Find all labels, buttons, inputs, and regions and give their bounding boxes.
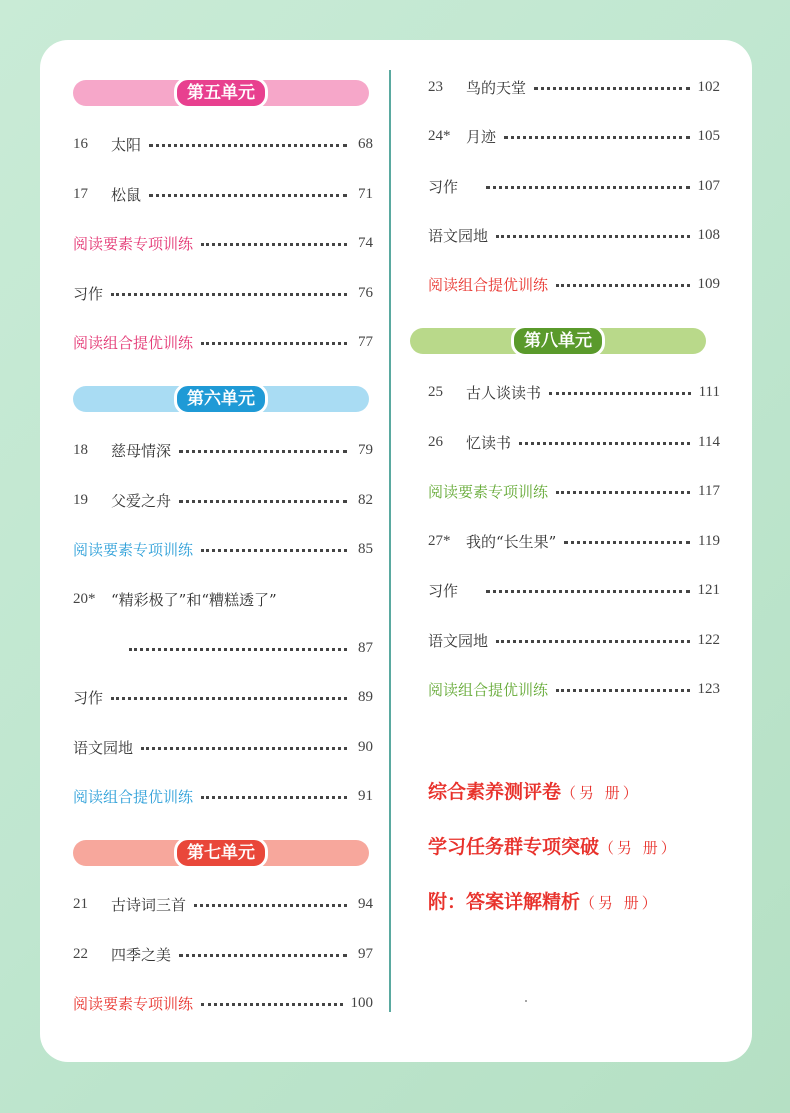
leader-dots	[556, 491, 690, 494]
entry-number: 18	[73, 441, 88, 458]
leader-dots	[519, 442, 690, 445]
entry-page: 68	[358, 135, 373, 152]
entry-page: 122	[697, 631, 720, 648]
entry-number: 20*	[73, 590, 96, 607]
toc-entry[interactable]	[73, 892, 373, 916]
entry-title: 忆读书	[466, 433, 512, 452]
entry-title: 慈母情深	[111, 441, 172, 460]
entry-page: 105	[697, 127, 720, 144]
column-divider	[389, 70, 391, 1012]
entry-title: 习作	[428, 177, 459, 196]
entry-title: 阅读组合提优训练	[73, 787, 194, 806]
toc-entry[interactable]	[73, 330, 373, 354]
toc-entry[interactable]	[428, 479, 720, 503]
entry-title: 四季之美	[111, 945, 172, 964]
toc-entry[interactable]	[428, 174, 720, 198]
unit-7-header	[73, 840, 369, 866]
leader-dots	[201, 796, 347, 799]
toc-entry[interactable]	[73, 942, 373, 966]
entry-page: 85	[358, 540, 373, 557]
leader-dots	[504, 136, 689, 139]
toc-entry[interactable]	[73, 438, 373, 462]
leader-dots	[201, 1003, 342, 1006]
entry-number: 19	[73, 491, 88, 508]
leader-dots	[149, 144, 347, 147]
entry-page: 100	[350, 994, 373, 1011]
entry-title: 阅读要素专项训练	[73, 540, 194, 559]
entry-title: 习作	[73, 284, 104, 303]
entry-title: 太阳	[111, 135, 142, 154]
entry-page: 79	[358, 441, 373, 458]
entry-number: 21	[73, 895, 88, 912]
leader-dots	[111, 697, 347, 700]
entry-title: 阅读要素专项训练	[428, 482, 549, 501]
entry-page: 87	[358, 639, 373, 656]
extra-note: （另 册）	[599, 839, 679, 857]
entry-number: 23	[428, 78, 443, 95]
toc-entry[interactable]	[428, 578, 720, 602]
toc-entry[interactable]	[73, 231, 373, 255]
leader-dots	[486, 590, 689, 593]
leader-dots	[496, 235, 689, 238]
entry-page: 76	[358, 284, 373, 301]
leader-dots	[149, 194, 347, 197]
leader-dots	[179, 954, 347, 957]
leader-dots	[496, 640, 689, 643]
entry-title: 语文园地	[428, 226, 489, 245]
entry-page: 71	[358, 185, 373, 202]
extra-title: 综合素养测评卷	[428, 781, 562, 803]
entry-number: 27*	[428, 532, 451, 549]
speck	[525, 1000, 527, 1002]
leader-dots	[129, 648, 347, 651]
leader-dots	[564, 541, 690, 544]
entry-page: 77	[358, 333, 373, 350]
entry-page: 102	[697, 78, 720, 95]
unit-8-label: 第八单元	[511, 325, 605, 357]
extra-booklet-1[interactable]	[428, 777, 641, 804]
unit-5-label: 第五单元	[174, 77, 268, 109]
entry-title: 我的“长生果”	[466, 532, 557, 551]
toc-entry[interactable]	[73, 281, 373, 305]
toc-entry[interactable]	[73, 537, 373, 561]
entry-title: 古诗词三首	[111, 895, 187, 914]
leader-dots	[556, 284, 689, 287]
entry-page: 107	[697, 177, 720, 194]
leader-dots	[194, 904, 347, 907]
entry-title: 父爱之舟	[111, 491, 172, 510]
entry-page: 114	[698, 433, 720, 450]
entry-page: 74	[358, 234, 373, 251]
leader-dots	[111, 293, 347, 296]
leader-dots	[486, 186, 689, 189]
entry-title: 语文园地	[73, 738, 134, 757]
entry-title: 阅读组合提优训练	[428, 275, 549, 294]
entry-title: 松鼠	[111, 185, 142, 204]
entry-page: 97	[358, 945, 373, 962]
toc-entry[interactable]	[428, 124, 720, 148]
entry-page: 94	[358, 895, 373, 912]
leader-dots	[556, 689, 689, 692]
leader-dots	[179, 450, 347, 453]
extra-booklet-2[interactable]	[428, 832, 679, 859]
toc-entry[interactable]	[428, 430, 720, 454]
leader-dots	[201, 549, 347, 552]
toc-entry[interactable]	[73, 685, 373, 709]
entry-title: 古人谈读书	[466, 383, 542, 402]
entry-page: 109	[697, 275, 720, 292]
entry-number: 24*	[428, 127, 451, 144]
extra-title: 附：答案详解精析	[428, 891, 581, 913]
entry-page: 82	[358, 491, 373, 508]
toc-entry[interactable]	[73, 735, 373, 759]
entry-title: 阅读组合提优训练	[428, 680, 549, 699]
entry-title: 月迹	[466, 127, 497, 146]
entry-page: 89	[358, 688, 373, 705]
entry-number: 26	[428, 433, 443, 450]
entry-page: 111	[698, 383, 720, 400]
unit-6-label: 第六单元	[174, 383, 268, 415]
toc-entry[interactable]	[428, 529, 720, 553]
toc-entry[interactable]	[428, 75, 720, 99]
toc-entry[interactable]	[428, 380, 720, 404]
toc-entry[interactable]	[428, 272, 720, 296]
entry-number: 22	[73, 945, 88, 962]
entry-title: 阅读要素专项训练	[73, 994, 194, 1013]
leader-dots	[201, 243, 347, 246]
toc-entry[interactable]	[73, 488, 373, 512]
entry-page: 121	[697, 581, 720, 598]
entry-page: 119	[698, 532, 720, 549]
unit-5-header	[73, 80, 369, 106]
leader-dots	[534, 87, 689, 90]
extra-title: 学习任务群专项突破	[428, 836, 600, 858]
entry-page: 123	[697, 680, 720, 697]
toc-entry[interactable]	[428, 677, 720, 701]
extra-note: （另 册）	[580, 894, 660, 912]
entry-title: 习作	[73, 688, 104, 707]
extra-booklet-3[interactable]	[428, 887, 660, 914]
toc-entry[interactable]	[428, 223, 720, 247]
entry-page: 91	[358, 787, 373, 804]
leader-dots	[201, 342, 347, 345]
toc-entry-multiline[interactable]	[73, 587, 373, 611]
toc-entry[interactable]	[73, 132, 373, 156]
entry-number: 16	[73, 135, 88, 152]
entry-page: 108	[697, 226, 720, 243]
entry-title: 语文园地	[428, 631, 489, 650]
leader-dots	[141, 747, 347, 750]
leader-dots	[179, 500, 347, 503]
unit-8-header	[410, 328, 706, 354]
toc-entry[interactable]	[73, 991, 373, 1015]
toc-entry[interactable]	[428, 628, 720, 652]
entry-number: 25	[428, 383, 443, 400]
entry-title: 阅读要素专项训练	[73, 234, 194, 253]
entry-number: 17	[73, 185, 88, 202]
entry-title: 鸟的天堂	[466, 78, 527, 97]
unit-6-header	[73, 386, 369, 412]
entry-page: 90	[358, 738, 373, 755]
entry-title: 阅读组合提优训练	[73, 333, 194, 352]
entry-title: 习作	[428, 581, 459, 600]
toc-entry-continuation[interactable]	[129, 636, 373, 660]
extra-note: （另 册）	[561, 784, 641, 802]
unit-7-label: 第七单元	[174, 837, 268, 869]
entry-title: “精彩极了”和“糟糕透了”	[111, 590, 277, 609]
toc-entry[interactable]	[73, 784, 373, 808]
toc-entry[interactable]	[73, 182, 373, 206]
entry-page: 117	[698, 482, 720, 499]
leader-dots	[549, 392, 691, 395]
